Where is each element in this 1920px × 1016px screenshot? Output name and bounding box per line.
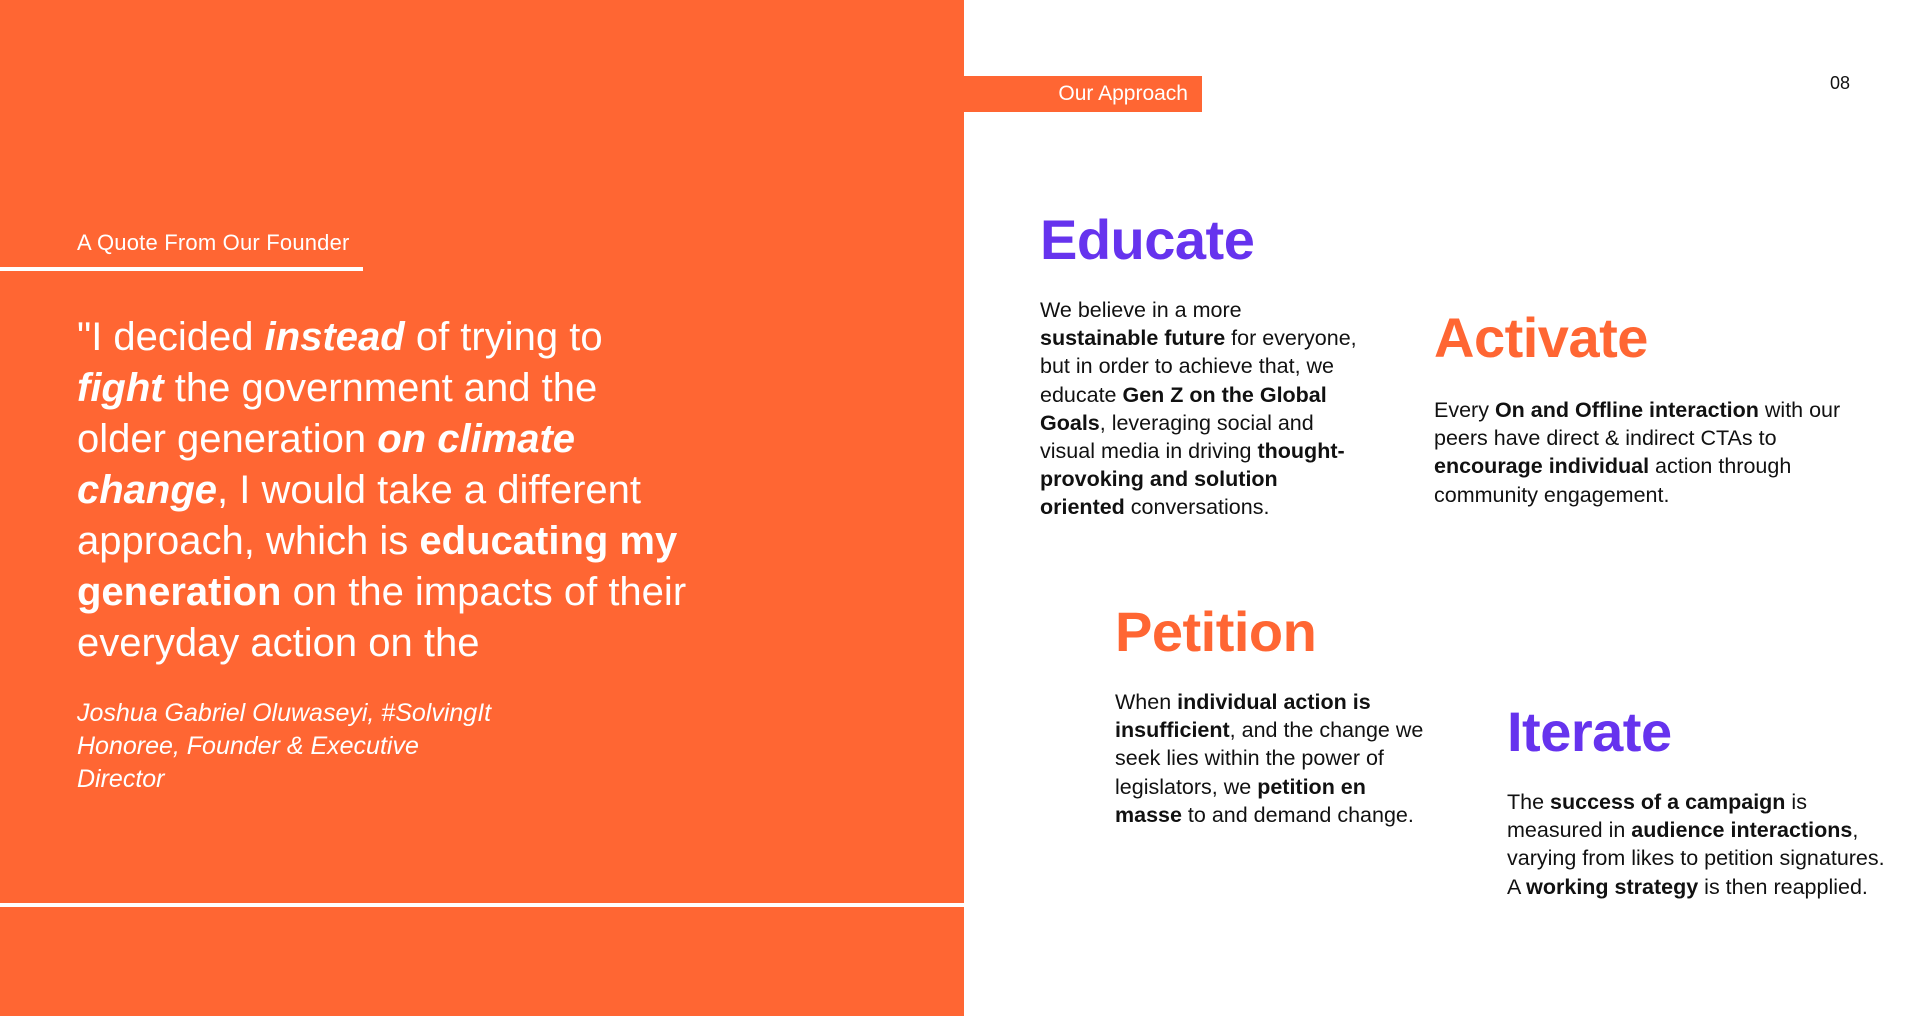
quote-segment: of trying to <box>404 315 603 359</box>
quote-segment: instead <box>264 315 405 359</box>
iterate-title: Iterate <box>1507 700 1672 763</box>
section-tab <box>964 76 1202 112</box>
activate-title: Activate <box>1434 306 1648 369</box>
quote-segment: fight <box>77 366 164 410</box>
iterate-body <box>1507 788 1887 901</box>
body-segment: individual action is insufficient <box>1115 690 1371 743</box>
quote-segment: , I would take a different approach, which is <box>77 468 642 563</box>
body-segment: , and the change we seek lies within the power of legislators, we <box>1115 718 1424 799</box>
body-segment: Gen Z on the Global Goals <box>1040 382 1327 435</box>
quote-heading: A Quote From Our Founder <box>77 230 350 255</box>
body-segment: The <box>1507 790 1551 814</box>
body-segment: thought-provoking and solution oriented <box>1040 439 1345 520</box>
body-segment: success of a campaign <box>1550 790 1786 814</box>
body-segment: working strategy <box>1526 874 1699 899</box>
petition-title: Petition <box>1115 600 1317 663</box>
body-segment: audience interactions <box>1631 818 1853 843</box>
quote-segment: educating my generation <box>77 519 678 614</box>
quote-attribution: Joshua Gabriel Oluwaseyi, #SolvingIt Honoree, Founder & Executive Director <box>77 699 492 793</box>
educate-title: Educate <box>1040 208 1255 271</box>
founder-quote <box>77 312 697 669</box>
quote-segment: on the impacts of their everyday action on the <box>77 570 687 665</box>
petition-body <box>1115 688 1435 829</box>
quote-segment: on climate change <box>77 417 576 512</box>
section-tab-label: Our Approach <box>1058 82 1188 105</box>
body-segment: On and Offline interaction <box>1494 398 1759 422</box>
body-segment: is then reapplied. <box>1698 874 1868 899</box>
body-segment: We believe in a more <box>1040 298 1242 322</box>
body-segment: When <box>1115 690 1178 714</box>
activate-body <box>1434 396 1854 509</box>
body-segment: encourage individual <box>1434 454 1650 479</box>
body-segment: action through community engagement. <box>1434 454 1792 507</box>
heading-underline <box>0 267 363 271</box>
educate-section <box>1040 210 1360 522</box>
body-segment: , varying from likes to petition signatures. A <box>1507 818 1885 899</box>
body-segment: is measured in <box>1507 790 1807 843</box>
quote-segment: the government and the older generation <box>77 366 598 461</box>
page-number: 08 <box>1830 73 1851 93</box>
iterate-section <box>1507 702 1887 901</box>
body-segment: conversations. <box>1124 495 1270 520</box>
petition-section <box>1115 602 1435 829</box>
activate-section <box>1434 308 1854 509</box>
educate-body <box>1040 296 1360 522</box>
body-segment: for everyone, but in order to achieve that, we educate <box>1040 326 1357 407</box>
body-segment: petition en masse <box>1115 774 1366 827</box>
body-segment: with our peers have direct & indirect CTAs to <box>1434 398 1841 451</box>
bottom-divider <box>0 903 964 907</box>
body-segment: Every <box>1434 398 1495 422</box>
body-segment: sustainable future <box>1040 326 1226 351</box>
body-segment: to and demand change. <box>1181 802 1414 827</box>
body-segment: , leveraging social and visual media in driving <box>1040 410 1314 464</box>
quote-segment: "I decided <box>77 315 265 359</box>
